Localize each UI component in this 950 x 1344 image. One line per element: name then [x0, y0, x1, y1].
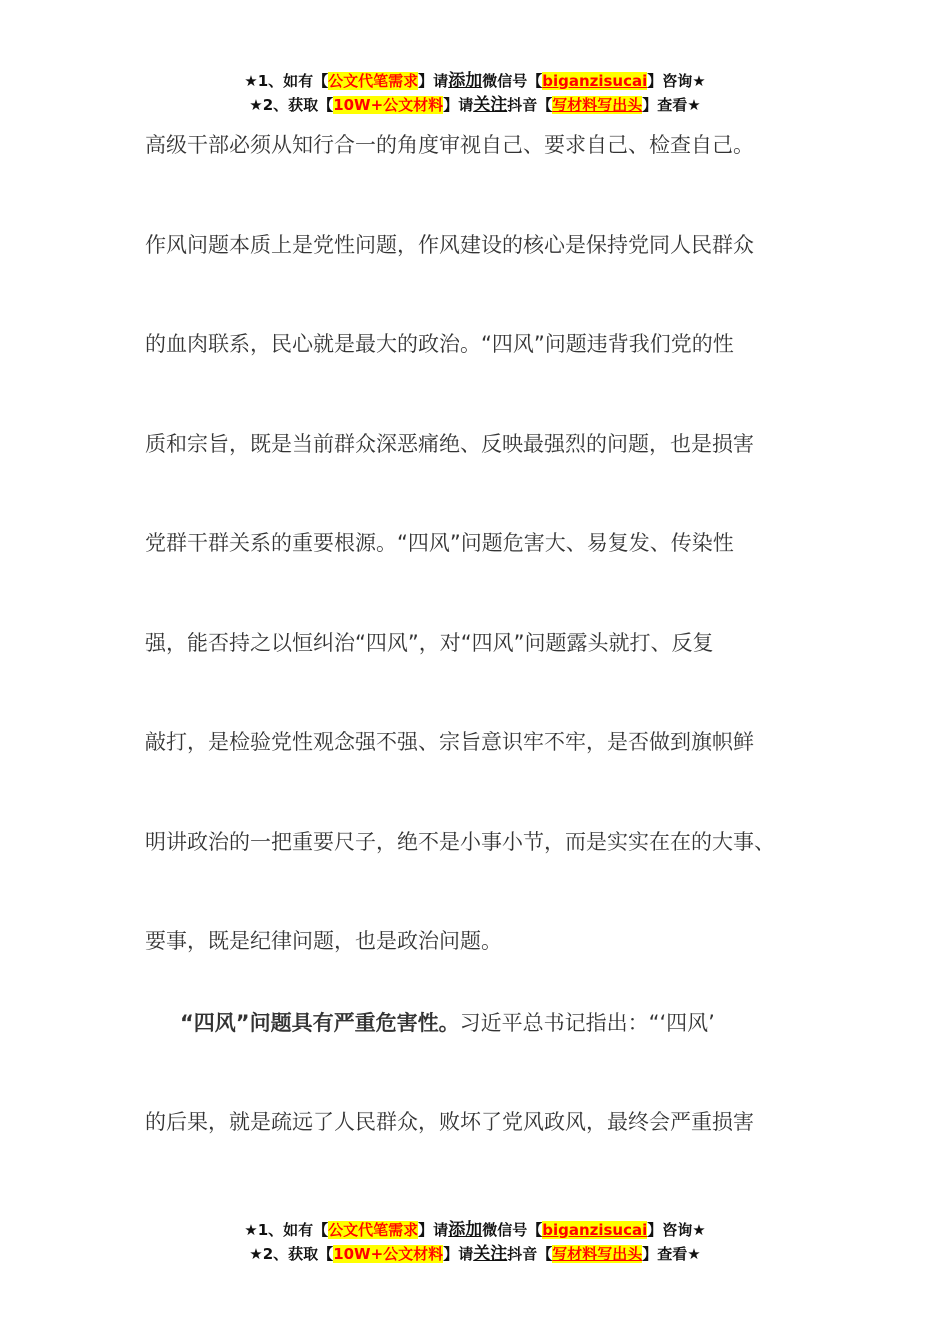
banner-text: 】查看★: [642, 1245, 701, 1263]
wechat-id: biganzisucai: [542, 72, 648, 90]
paragraph-2-line-2: 的后果，就是疏远了人民群众，败坏了党风政风，最终会严重损害: [145, 1110, 754, 1134]
banner-text: 】请: [443, 96, 474, 114]
header-banner-line-2: [0, 93, 950, 117]
body-line-7: 敲打，是检验党性观念强不强、宗旨意识牢不牢，是否做到旗帜鲜: [145, 730, 754, 754]
banner-text: ★1、如有【: [244, 72, 329, 90]
banner-emphasis: 添加: [448, 71, 483, 91]
banner-text: ★1、如有【: [244, 1221, 329, 1239]
banner-text: 】请: [418, 72, 449, 90]
banner-text: 抖音【: [507, 1245, 553, 1263]
banner-highlight: 10W+公文材料: [333, 96, 444, 114]
banner-highlight: 公文代笔需求: [328, 1221, 419, 1239]
banner-emphasis: 添加: [448, 1220, 483, 1240]
body-line-6: 强，能否持之以恒纠治“四风”，对“四风”问题露头就打、反复: [145, 631, 714, 655]
banner-text: 】查看★: [642, 96, 701, 114]
paragraph-2-line-1: [180, 1008, 715, 1038]
banner-highlight: 10W+公文材料: [333, 1245, 444, 1263]
banner-text: 微信号【: [482, 1221, 543, 1239]
header-banner-line-1: [0, 69, 950, 93]
banner-text: 微信号【: [482, 72, 543, 90]
header-banner: [0, 69, 950, 117]
banner-text: ★2、获取【: [249, 1245, 334, 1263]
footer-banner-line-1: [0, 1218, 950, 1242]
banner-text: 】咨询★: [647, 1221, 706, 1239]
banner-text: 】咨询★: [647, 72, 706, 90]
wechat-id: biganzisucai: [542, 1221, 648, 1239]
body-line-8: 明讲政治的一把重要尺子，绝不是小事小节，而是实实在在的大事、: [145, 830, 775, 854]
body-line-5: 党群干群关系的重要根源。“四风”问题危害大、易复发、传染性: [145, 531, 734, 555]
douyin-account: 写材料写出头: [552, 96, 643, 114]
body-line-1: 高级干部必须从知行合一的角度审视自己、要求自己、检查自己。: [145, 133, 754, 157]
paragraph-2-text: 习近平总书记指出：“‘四风’: [459, 1011, 715, 1035]
body-line-2: 作风问题本质上是党性问题，作风建设的核心是保持党同人民群众: [145, 233, 754, 257]
banner-emphasis: 关注: [473, 95, 508, 115]
footer-banner-line-2: [0, 1242, 950, 1266]
body-line-4: 质和宗旨，既是当前群众深恶痛绝、反映最强烈的问题，也是损害: [145, 432, 754, 456]
banner-text: ★2、获取【: [249, 96, 334, 114]
douyin-account: 写材料写出头: [552, 1245, 643, 1263]
body-line-9: 要事，既是纪律问题，也是政治问题。: [145, 929, 502, 953]
banner-emphasis: 关注: [473, 1244, 508, 1264]
paragraph-2-lead: “四风”问题具有严重危害性。: [180, 1011, 460, 1035]
footer-banner: [0, 1218, 950, 1266]
banner-text: 抖音【: [507, 96, 553, 114]
banner-text: 】请: [443, 1245, 474, 1263]
body-line-3: 的血肉联系，民心就是最大的政治。“四风”问题违背我们党的性: [145, 332, 734, 356]
banner-highlight: 公文代笔需求: [328, 72, 419, 90]
banner-text: 】请: [418, 1221, 449, 1239]
